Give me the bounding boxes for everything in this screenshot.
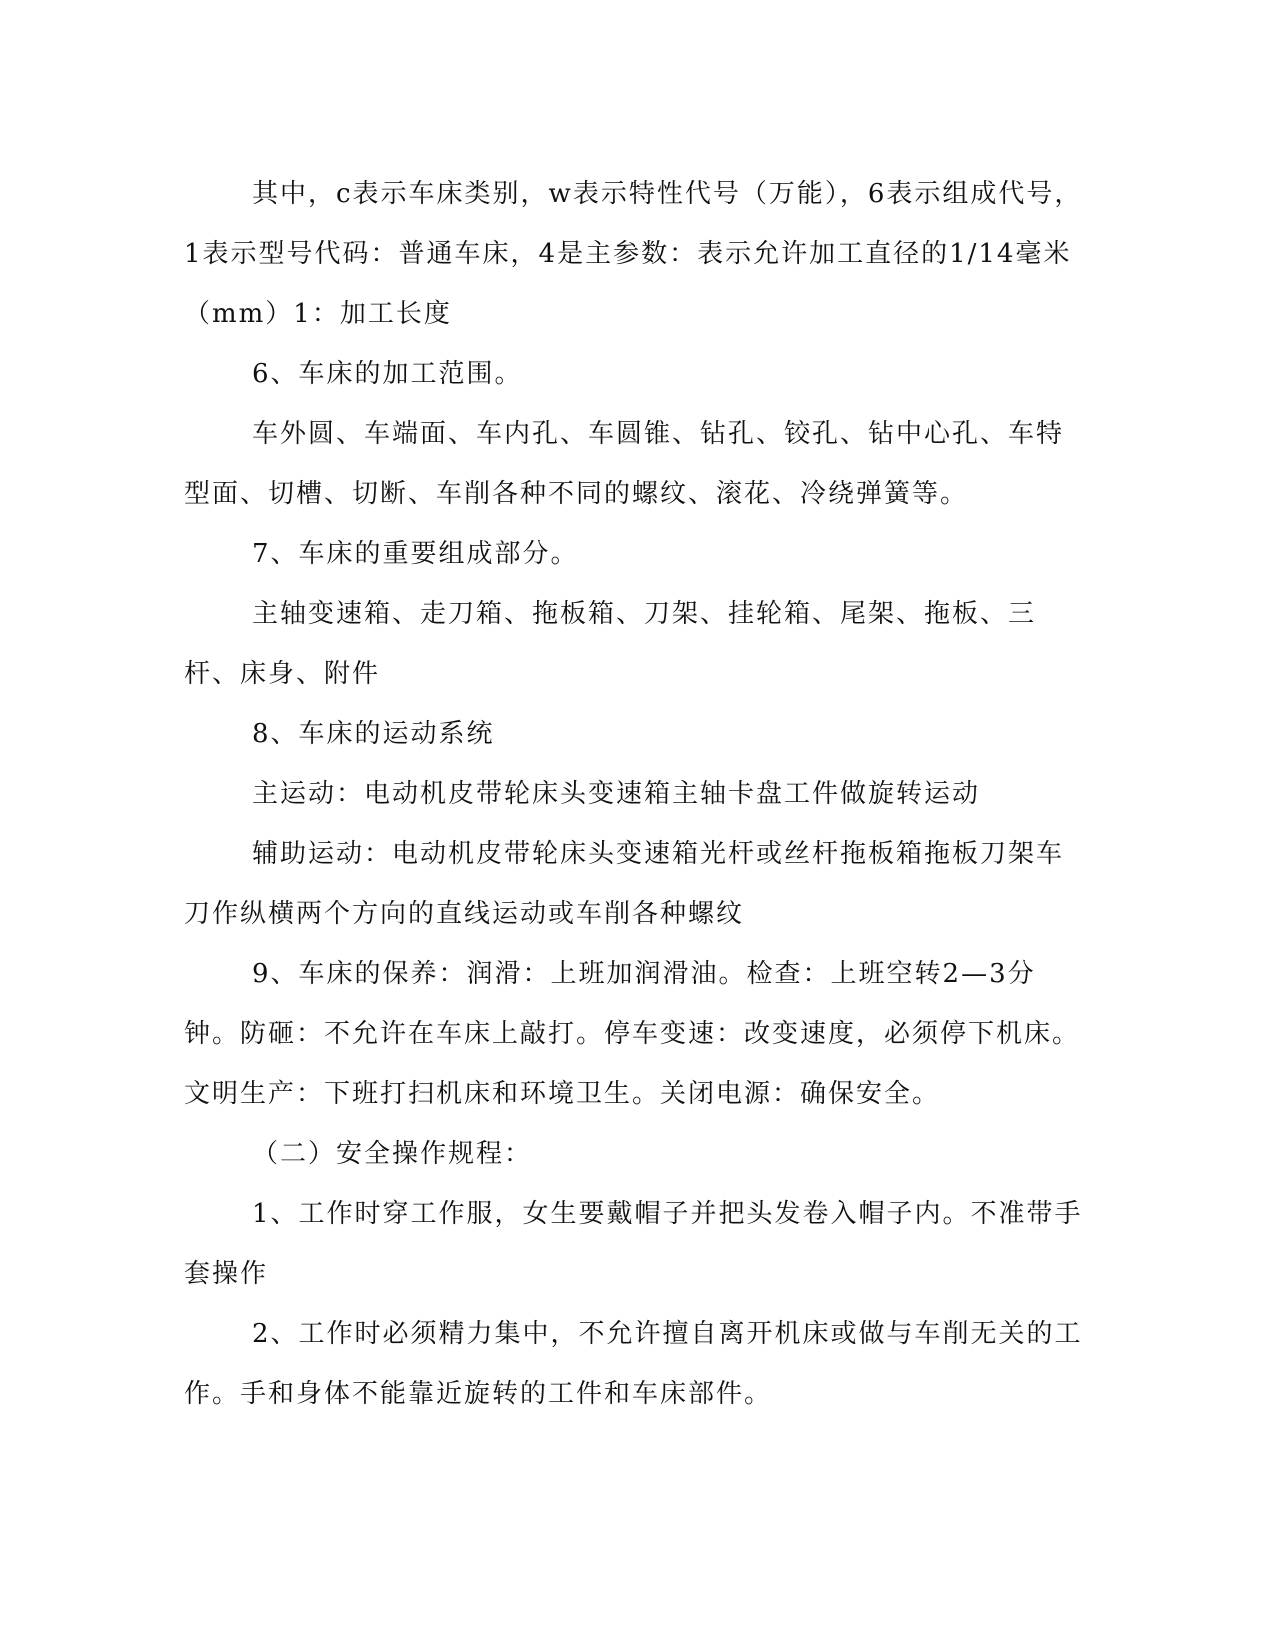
paragraph-safety-rule-1: 1、工作时穿工作服，女生要戴帽子并把头发卷入帽子内。不准带手套操作 — [184, 1199, 1083, 1289]
paragraph-safety-rule-2: 2、工作时必须精力集中，不允许擅自离开机床或做与车削无关的工作。手和身体不能靠近旋转的工件和车床部件。 — [184, 1319, 1083, 1409]
heading-motion-system: 8、车床的运动系统 — [252, 719, 495, 749]
paragraph-main-components: 主轴变速箱、走刀箱、拖板箱、刀架、挂轮箱、尾架、拖板、三杆、床身、附件 — [184, 599, 1037, 689]
document-body — [184, 164, 1084, 1424]
paragraph-main-motion: 主运动：电动机皮带轮床头变速箱主轴卡盘工件做旋转运动 — [252, 779, 981, 809]
paragraph-maintenance: 9、车床的保养：润滑：上班加润滑油。检查：上班空转2—3分钟。防砸：不允许在车床上敲打。停车变速：改变速度，必须停下机床。文明生产：下班打扫机床和环境卫生。关闭电源：确保安全。 — [184, 959, 1081, 1109]
paragraph-lathe-model-code: 其中，c表示车床类别，w表示特性代号（万能），6表示组成代号，1表示型号代码：普通车床，4是主参数：表示允许加工直径的1/14毫米（mm）1：加工长度 — [184, 179, 1083, 329]
paragraph-auxiliary-motion: 辅助运动：电动机皮带轮床头变速箱光杆或丝杆拖板箱拖板刀架车刀作纵横两个方向的直线运动或车削各种螺纹 — [184, 839, 1065, 929]
paragraph-processing-range: 车外圆、车端面、车内孔、车圆锥、钻孔、铰孔、钻中心孔、车特型面、切槽、切断、车削各种不同的螺纹、滚花、冷绕弹簧等。 — [184, 419, 1065, 509]
heading-main-components: 7、车床的重要组成部分。 — [252, 539, 579, 569]
heading-processing-range: 6、车床的加工范围。 — [252, 359, 523, 389]
heading-safety-rules: （二）安全操作规程： — [252, 1139, 533, 1169]
